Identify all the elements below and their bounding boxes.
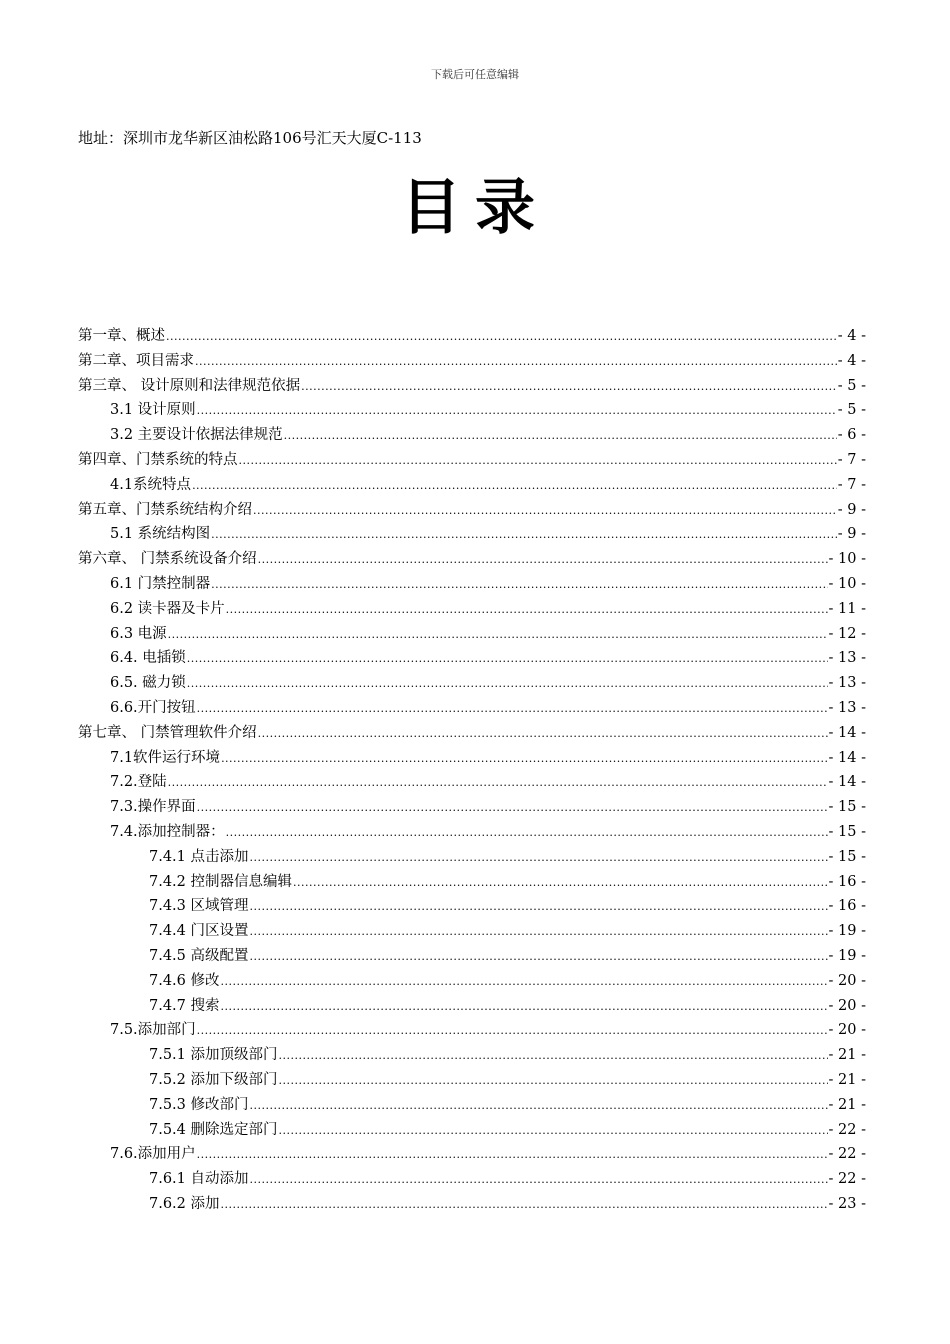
toc-dot-leader: [187, 652, 828, 665]
toc-entry-page: - 15 -: [828, 848, 866, 865]
toc-entry[interactable]: [78, 646, 866, 671]
toc-entry-label: 第三章、 设计原则和法律规范依据: [78, 377, 301, 394]
toc-entry[interactable]: [78, 820, 866, 845]
toc-dot-leader: [168, 628, 828, 641]
toc-dot-leader: [301, 380, 837, 393]
toc-entry-label: 7.5.1 添加顶级部门: [149, 1047, 278, 1064]
toc-entry[interactable]: [78, 324, 866, 349]
toc-entry-label: 7.6.1 自动添加: [149, 1171, 249, 1188]
toc-entry-label: 6.3 电源: [110, 625, 167, 642]
toc-dot-leader: [226, 826, 828, 839]
toc-entry-label: 6.6.开门按钮: [110, 699, 196, 716]
toc-entry-page: - 12 -: [828, 625, 866, 642]
toc-entry-label: 7.5.3 修改部门: [149, 1096, 249, 1113]
toc-entry-page: - 14 -: [828, 774, 866, 791]
toc-entry-page: - 16 -: [828, 873, 866, 890]
toc-entry-page: - 13 -: [828, 675, 866, 692]
toc-dot-leader: [211, 578, 827, 591]
toc-entry[interactable]: [78, 746, 866, 771]
address-line: 地址：深圳市龙华新区油松路106号汇天大厦C-113: [78, 129, 422, 147]
toc-entry-page: - 4 -: [837, 328, 866, 344]
toc-entry-page: - 9 -: [837, 501, 866, 518]
toc-entry-page: - 7 -: [837, 451, 866, 468]
toc-entry-page: - 15 -: [828, 799, 866, 816]
toc-entry-label: 4.1系统特点: [110, 476, 192, 493]
toc-dot-leader: [226, 603, 828, 616]
toc-entry-page: - 21 -: [828, 1096, 866, 1113]
toc-entry[interactable]: [78, 894, 866, 919]
toc-entry-page: - 11 -: [828, 600, 866, 617]
toc-dot-leader: [197, 801, 828, 814]
toc-entry[interactable]: [78, 374, 866, 399]
toc-entry[interactable]: [78, 597, 866, 622]
toc-entry[interactable]: [78, 1018, 866, 1043]
toc-entry-label: 7.5.添加部门: [110, 1022, 196, 1039]
toc-dot-leader: [197, 1024, 828, 1037]
toc-entry-page: - 14 -: [828, 749, 866, 766]
toc-entry-label: 7.4.1 点击添加: [149, 848, 249, 865]
toc-entry-label: 7.1软件运行环境: [110, 749, 221, 766]
toc-entry-page: - 20 -: [828, 972, 866, 989]
toc-dot-leader: [221, 1000, 828, 1013]
toc-entry[interactable]: [78, 671, 866, 696]
toc-dot-leader: [279, 1124, 828, 1137]
toc-entry-label: 7.6.2 添加: [149, 1195, 220, 1212]
toc-entry[interactable]: [78, 1142, 866, 1167]
toc-entry-page: - 22 -: [828, 1171, 866, 1188]
toc-entry-page: - 9 -: [837, 526, 866, 543]
toc-entry-label: 第一章、概述: [78, 328, 165, 344]
toc-entry-label: 7.5.2 添加下级部门: [149, 1071, 278, 1088]
toc-dot-leader: [284, 429, 837, 442]
toc-entry[interactable]: [78, 1068, 866, 1093]
toc-entry[interactable]: [78, 448, 866, 473]
toc-entry-label: 7.4.7 搜索: [149, 997, 220, 1014]
toc-entry[interactable]: [78, 919, 866, 944]
toc-entry-page: - 6 -: [837, 427, 866, 444]
toc-entry-label: 3.1 设计原则: [110, 402, 196, 419]
toc-dot-leader: [279, 1074, 828, 1087]
toc-entry-page: - 10 -: [828, 551, 866, 568]
toc-entry[interactable]: [78, 547, 866, 572]
toc-entry-page: - 5 -: [837, 402, 866, 419]
toc-entry[interactable]: [78, 795, 866, 820]
toc-dot-leader: [250, 900, 828, 913]
toc-entry[interactable]: [78, 398, 866, 423]
toc-dot-leader: [258, 727, 828, 740]
toc-entry-label: 7.6.添加用户: [110, 1146, 196, 1163]
toc-entry[interactable]: [78, 721, 866, 746]
toc-dot-leader: [197, 1148, 828, 1161]
toc-entry-label: 7.5.4 删除选定部门: [149, 1121, 278, 1138]
toc-dot-leader: [250, 851, 828, 864]
toc-entry-label: 7.4.3 区域管理: [149, 898, 249, 915]
toc-entry-label: 5.1 系统结构图: [110, 526, 211, 543]
toc-dot-leader: [195, 355, 837, 368]
toc-dot-leader: [293, 876, 828, 889]
toc-dot-leader: [187, 677, 828, 690]
toc-entry-page: - 20 -: [828, 997, 866, 1014]
toc-entry-page: - 15 -: [828, 823, 866, 840]
toc-entry-page: - 5 -: [837, 377, 866, 394]
toc-dot-leader: [197, 404, 837, 417]
toc-dot-leader: [250, 950, 828, 963]
toc-entry[interactable]: [78, 1118, 866, 1143]
toc-entry-label: 6.4. 电插锁: [110, 650, 186, 667]
toc-dot-leader: [221, 752, 827, 765]
toc-entry-label: 6.5. 磁力锁: [110, 675, 186, 692]
toc-entry[interactable]: [78, 870, 866, 895]
toc-entry-label: 7.2.登陆: [110, 774, 167, 791]
toc-dot-leader: [221, 1198, 828, 1211]
toc-dot-leader: [258, 553, 828, 566]
toc-entry[interactable]: [78, 770, 866, 795]
toc-dot-leader: [250, 1173, 828, 1186]
toc-entry[interactable]: [78, 423, 866, 448]
toc-entry[interactable]: [78, 969, 866, 994]
toc-title: 目录: [401, 173, 549, 243]
toc-entry[interactable]: [78, 1192, 866, 1217]
toc-entry[interactable]: [78, 522, 866, 547]
toc-entry-label: 3.2 主要设计依据法律规范: [110, 427, 283, 444]
toc-entry-label: 7.4.2 控制器信息编辑: [149, 873, 293, 890]
toc-entry[interactable]: [78, 1167, 866, 1192]
toc-entry-page: - 13 -: [828, 650, 866, 667]
table-of-contents: [78, 324, 866, 1217]
header-note: 下载后可任意编辑: [431, 68, 519, 81]
toc-entry-label: 7.4.5 高级配置: [149, 947, 249, 964]
toc-entry-label: 6.2 读卡器及卡片: [110, 600, 225, 617]
toc-entry-page: - 14 -: [828, 724, 866, 741]
toc-entry-label: 7.3.操作界面: [110, 799, 196, 816]
toc-entry-label: 第二章、项目需求: [78, 352, 194, 369]
toc-entry[interactable]: [78, 473, 866, 498]
toc-dot-leader: [166, 330, 837, 343]
toc-dot-leader: [221, 975, 828, 988]
toc-entry[interactable]: [78, 696, 866, 721]
toc-entry-page: - 21 -: [828, 1071, 866, 1088]
toc-entry-page: - 4 -: [837, 352, 866, 369]
toc-entry-label: 7.4.添加控制器：: [110, 823, 225, 840]
toc-dot-leader: [250, 925, 828, 938]
toc-dot-leader: [168, 776, 828, 789]
toc-dot-leader: [250, 1099, 828, 1112]
toc-entry[interactable]: [78, 994, 866, 1019]
toc-entry[interactable]: [78, 944, 866, 969]
toc-entry-page: - 13 -: [828, 699, 866, 716]
toc-entry-page: - 7 -: [837, 476, 866, 493]
toc-entry-label: 7.4.6 修改: [149, 972, 220, 989]
toc-dot-leader: [197, 702, 828, 715]
toc-entry[interactable]: [78, 622, 866, 647]
toc-entry-label: 6.1 门禁控制器: [110, 575, 211, 592]
toc-entry-page: - 19 -: [828, 923, 866, 940]
toc-dot-leader: [192, 479, 837, 492]
toc-entry-label: 7.4.4 门区设置: [149, 923, 249, 940]
toc-entry-page: - 23 -: [828, 1195, 866, 1212]
toc-entry[interactable]: [78, 845, 866, 870]
toc-entry[interactable]: [78, 498, 866, 523]
toc-entry-label: 第四章、门禁系统的特点: [78, 451, 238, 468]
toc-entry-page: - 16 -: [828, 898, 866, 915]
toc-entry-page: - 22 -: [828, 1146, 866, 1163]
toc-entry-label: 第五章、门禁系统结构介绍: [78, 501, 252, 518]
toc-entry-page: - 19 -: [828, 947, 866, 964]
toc-entry-label: 第六章、 门禁系统设备介绍: [78, 551, 257, 568]
toc-dot-leader: [279, 1049, 828, 1062]
toc-entry[interactable]: [78, 1093, 866, 1118]
toc-entry-page: - 10 -: [828, 575, 866, 592]
toc-dot-leader: [253, 504, 837, 517]
toc-dot-leader: [239, 454, 837, 467]
toc-dot-leader: [211, 528, 837, 541]
toc-entry[interactable]: [78, 572, 866, 597]
toc-entry[interactable]: [78, 349, 866, 374]
toc-entry-page: - 22 -: [828, 1121, 866, 1138]
toc-entry-page: - 20 -: [828, 1022, 866, 1039]
toc-entry-page: - 21 -: [828, 1047, 866, 1064]
toc-entry[interactable]: [78, 1043, 866, 1068]
toc-entry-label: 第七章、 门禁管理软件介绍: [78, 724, 257, 741]
